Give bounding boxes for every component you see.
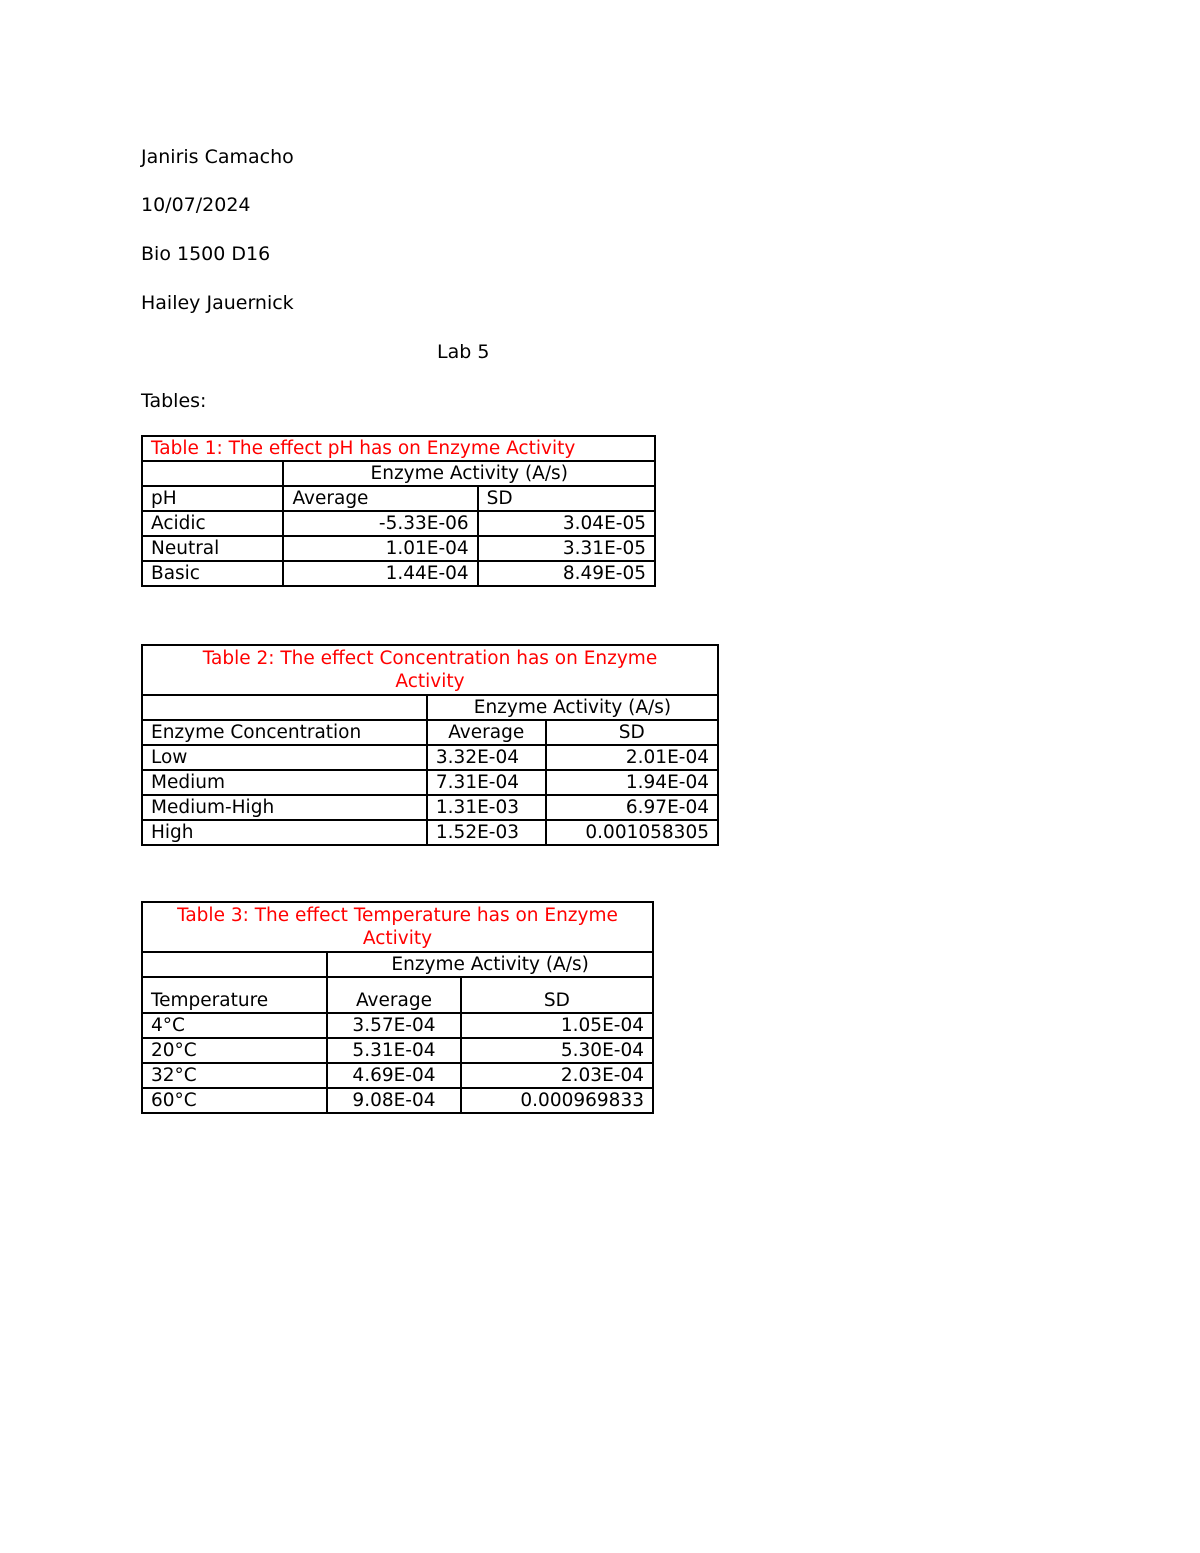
empty-cell xyxy=(142,952,327,977)
sd-value: 5.30E-04 xyxy=(461,1038,653,1063)
average-value: 1.52E-03 xyxy=(427,820,546,845)
sd-value: 2.03E-04 xyxy=(461,1063,653,1088)
table-row xyxy=(142,1013,653,1038)
table-ph xyxy=(141,435,656,587)
table-temperature xyxy=(141,901,654,1114)
average-value: 1.01E-04 xyxy=(283,536,477,561)
group-header: Enzyme Activity (A/s) xyxy=(283,461,655,486)
table-caption-row xyxy=(142,902,653,952)
table-caption-row xyxy=(142,645,718,695)
row-label: Neutral xyxy=(142,536,283,561)
average-value: 5.31E-04 xyxy=(327,1038,461,1063)
average-value: -5.33E-06 xyxy=(283,511,477,536)
sd-value: 1.05E-04 xyxy=(461,1013,653,1038)
row-label: Low xyxy=(142,745,427,770)
column-header: SD xyxy=(461,977,653,1013)
group-header: Enzyme Activity (A/s) xyxy=(327,952,653,977)
column-header: SD xyxy=(478,486,655,511)
table-caption: Table 3: The effect Temperature has on Enzyme Activity xyxy=(142,902,653,952)
table-row xyxy=(142,561,655,586)
document-title: Lab 5 xyxy=(437,341,490,363)
sd-value: 8.49E-05 xyxy=(478,561,655,586)
column-header: Average xyxy=(283,486,477,511)
author-name: Janiris Camacho xyxy=(141,146,294,168)
average-value: 3.57E-04 xyxy=(327,1013,461,1038)
group-header: Enzyme Activity (A/s) xyxy=(427,695,718,720)
row-label: 32°C xyxy=(142,1063,327,1088)
table-concentration xyxy=(141,644,719,846)
column-header: SD xyxy=(546,720,718,745)
row-label: 20°C xyxy=(142,1038,327,1063)
table-caption-row xyxy=(142,436,655,461)
instructor-name: Hailey Jauernick xyxy=(141,292,294,314)
column-header: Temperature xyxy=(142,977,327,1013)
column-header: Average xyxy=(427,720,546,745)
table-group-header-row xyxy=(142,952,653,977)
table-row xyxy=(142,770,718,795)
table-row xyxy=(142,511,655,536)
row-label: Medium-High xyxy=(142,795,427,820)
column-header: pH xyxy=(142,486,283,511)
average-value: 7.31E-04 xyxy=(427,770,546,795)
table-group-header-row xyxy=(142,461,655,486)
row-label: High xyxy=(142,820,427,845)
table-row xyxy=(142,1088,653,1113)
table-row xyxy=(142,795,718,820)
empty-cell xyxy=(142,461,283,486)
table-row xyxy=(142,1063,653,1088)
table-header-row xyxy=(142,486,655,511)
empty-cell xyxy=(142,695,427,720)
row-label: 60°C xyxy=(142,1088,327,1113)
section-heading: Tables: xyxy=(141,390,207,412)
table-row xyxy=(142,745,718,770)
average-value: 4.69E-04 xyxy=(327,1063,461,1088)
sd-value: 0.000969833 xyxy=(461,1088,653,1113)
average-value: 9.08E-04 xyxy=(327,1088,461,1113)
average-value: 3.32E-04 xyxy=(427,745,546,770)
sd-value: 2.01E-04 xyxy=(546,745,718,770)
table-caption: Table 1: The effect pH has on Enzyme Activity xyxy=(142,436,655,461)
sd-value: 1.94E-04 xyxy=(546,770,718,795)
average-value: 1.31E-03 xyxy=(427,795,546,820)
table-group-header-row xyxy=(142,695,718,720)
sd-value: 0.001058305 xyxy=(546,820,718,845)
column-header: Average xyxy=(327,977,461,1013)
table-row xyxy=(142,1038,653,1063)
sd-value: 6.97E-04 xyxy=(546,795,718,820)
row-label: Medium xyxy=(142,770,427,795)
course-name: Bio 1500 D16 xyxy=(141,243,271,265)
row-label: 4°C xyxy=(142,1013,327,1038)
table-caption: Table 2: The effect Concentration has on Enzyme Activity xyxy=(142,645,718,695)
average-value: 1.44E-04 xyxy=(283,561,477,586)
sd-value: 3.31E-05 xyxy=(478,536,655,561)
table-row xyxy=(142,820,718,845)
table-header-row xyxy=(142,720,718,745)
table-header-row xyxy=(142,977,653,1013)
table-row xyxy=(142,536,655,561)
document-date: 10/07/2024 xyxy=(141,194,251,216)
column-header: Enzyme Concentration xyxy=(142,720,427,745)
sd-value: 3.04E-05 xyxy=(478,511,655,536)
row-label: Acidic xyxy=(142,511,283,536)
row-label: Basic xyxy=(142,561,283,586)
